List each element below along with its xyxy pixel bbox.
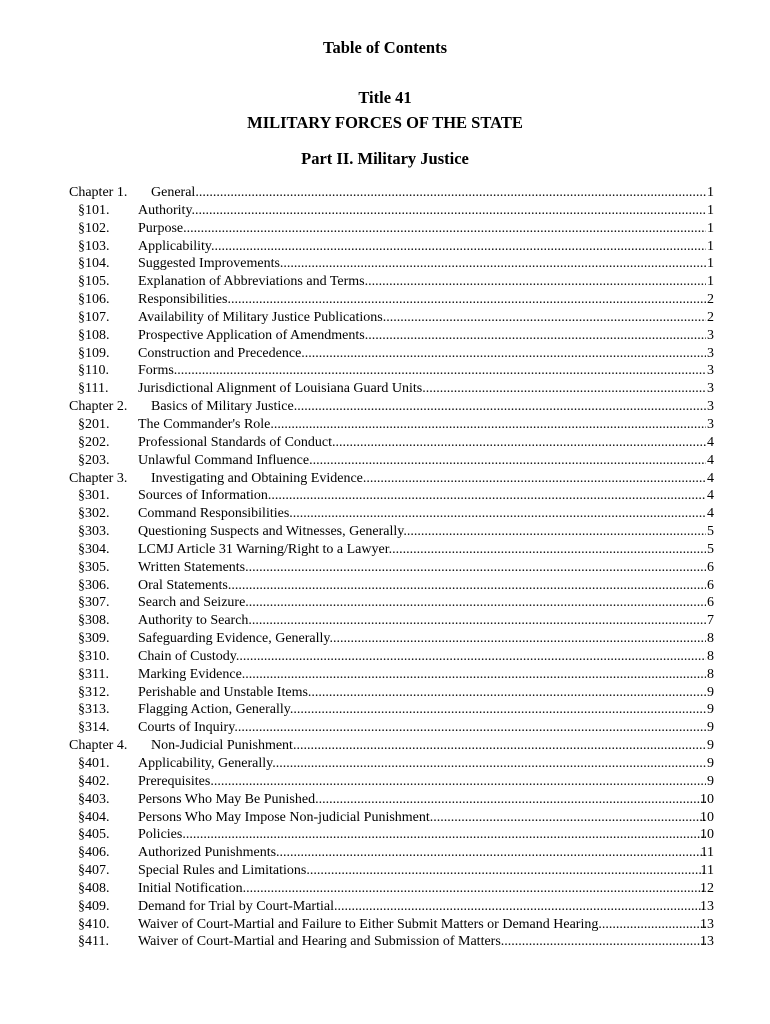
entry-page-number: 6 <box>707 577 714 593</box>
entry-title: Construction and Precedence ..... <box>138 345 706 363</box>
toc-section-entry[interactable] <box>0 916 770 934</box>
toc-section-entry[interactable] <box>0 630 770 648</box>
entry-number: §312. <box>78 684 110 700</box>
entry-page-number: 9 <box>707 702 714 718</box>
toc-section-entry[interactable] <box>0 255 770 273</box>
entry-title: Courts of Inquiry ..... <box>138 719 706 737</box>
entry-number: §107. <box>78 309 110 325</box>
toc-section-entry[interactable] <box>0 238 770 256</box>
entry-number: §408. <box>78 880 110 896</box>
entry-page-number: 11 <box>700 845 714 861</box>
entry-title: The Commander's Role ..... <box>138 416 706 434</box>
entry-page-number: 1 <box>707 274 714 290</box>
entry-title: Authorized Punishments ..... <box>138 844 706 862</box>
entry-page-number: 10 <box>700 809 714 825</box>
entry-page-number: 1 <box>707 220 714 236</box>
entry-number: §303. <box>78 524 110 540</box>
entry-page-number: 4 <box>707 488 714 504</box>
entry-number: Chapter 3. <box>69 470 128 486</box>
entry-page-number: 3 <box>707 345 714 361</box>
toc-section-entry[interactable] <box>0 452 770 470</box>
entry-page-number: 8 <box>707 631 714 647</box>
title-number: Title 41 <box>358 88 412 107</box>
entry-page-number: 11 <box>700 863 714 879</box>
entry-title: LCMJ Article 31 Warning/Right to a Lawyer ..... <box>138 541 706 559</box>
table-of-contents <box>0 184 770 951</box>
entry-number: §106. <box>78 292 110 308</box>
entry-title: Availability of Military Justice Publications ..... <box>138 309 706 327</box>
entry-page-number: 2 <box>707 292 714 308</box>
entry-number: §308. <box>78 613 110 629</box>
toc-section-entry[interactable] <box>0 577 770 595</box>
toc-section-entry[interactable] <box>0 862 770 880</box>
entry-page-number: 1 <box>707 185 714 200</box>
entry-title: Safeguarding Evidence, Generally ..... <box>138 630 706 648</box>
entry-number: §104. <box>78 256 110 272</box>
toc-section-entry[interactable] <box>0 773 770 791</box>
entry-number: §404. <box>78 809 110 825</box>
entry-number: §306. <box>78 577 110 593</box>
entry-number: §102. <box>78 220 110 236</box>
entry-number: §411. <box>78 934 109 950</box>
entry-page-number: 4 <box>707 506 714 522</box>
toc-section-entry[interactable] <box>0 898 770 916</box>
toc-section-entry[interactable] <box>0 701 770 719</box>
entry-title: Policies ..... <box>138 826 706 844</box>
entry-page-number: 6 <box>707 595 714 611</box>
entry-page-number: 3 <box>707 327 714 343</box>
entry-number: §101. <box>78 202 110 218</box>
entry-number: §307. <box>78 595 110 611</box>
entry-title: Suggested Improvements ..... <box>138 255 706 273</box>
entry-title: Applicability ..... <box>138 238 706 256</box>
entry-page-number: 3 <box>707 381 714 397</box>
entry-title: Sources of Information ..... <box>138 487 706 505</box>
entry-number: §302. <box>78 506 110 522</box>
toc-section-entry[interactable] <box>0 202 770 220</box>
entry-number: §109. <box>78 345 110 361</box>
entry-title: Special Rules and Limitations ..... <box>138 862 706 880</box>
toc-section-entry[interactable] <box>0 380 770 398</box>
entry-number: §310. <box>78 648 110 664</box>
entry-title: Oral Statements ..... <box>138 577 706 595</box>
toc-section-entry[interactable] <box>0 327 770 345</box>
toc-heading: Table of Contents <box>322 38 448 57</box>
entry-title: Authority ..... <box>138 202 706 220</box>
entry-number: §401. <box>78 756 110 771</box>
toc-section-entry[interactable] <box>0 487 770 505</box>
entry-page-number: 4 <box>707 434 714 450</box>
entry-title: Marking Evidence ..... <box>138 666 706 684</box>
entry-page-number: 9 <box>707 738 714 754</box>
entry-number: §402. <box>78 773 110 789</box>
title-name: MILITARY FORCES OF THE STATE <box>247 113 523 132</box>
entry-title: Prospective Application of Amendments ..... <box>138 327 706 345</box>
toc-section-entry[interactable] <box>0 559 770 577</box>
entry-title: Initial Notification ..... <box>138 880 706 898</box>
entry-title: Waiver of Court-Martial and Failure to Either Submit Matters or Demand Hearing ..... <box>138 916 706 934</box>
toc-section-entry[interactable] <box>0 719 770 737</box>
toc-section-entry[interactable] <box>0 523 770 541</box>
entry-page-number: 10 <box>700 827 714 843</box>
toc-section-entry[interactable] <box>0 648 770 666</box>
entry-page-number: 6 <box>707 559 714 575</box>
entry-title: Basics of Military Justice ..... <box>151 398 706 416</box>
entry-title: Persons Who May Impose Non-judicial Punishment ..... <box>138 809 706 827</box>
toc-section-entry[interactable] <box>0 612 770 630</box>
toc-section-entry[interactable] <box>0 416 770 434</box>
toc-section-entry[interactable] <box>0 933 770 951</box>
entry-page-number: 2 <box>707 309 714 325</box>
entry-number: §314. <box>78 720 110 736</box>
entry-title: Command Responsibilities ..... <box>138 505 706 523</box>
entry-page-number: 7 <box>707 613 714 629</box>
entry-number: §309. <box>78 631 110 647</box>
entry-page-number: 1 <box>707 238 714 254</box>
toc-section-entry[interactable] <box>0 220 770 238</box>
entry-title: Jurisdictional Alignment of Louisiana Guard Units ..... <box>138 380 706 398</box>
entry-page-number: 5 <box>707 524 714 540</box>
entry-number: §103. <box>78 238 110 254</box>
toc-chapter-entry[interactable] <box>0 184 770 202</box>
entry-title: Demand for Trial by Court-Martial ..... <box>138 898 706 916</box>
entry-page-number: 12 <box>700 880 714 896</box>
entry-title: Chain of Custody ..... <box>138 648 706 666</box>
toc-section-entry[interactable] <box>0 291 770 309</box>
entry-number: §111. <box>78 381 109 397</box>
entry-number: §203. <box>78 452 110 468</box>
toc-section-entry[interactable] <box>0 791 770 809</box>
entry-number: Chapter 4. <box>69 738 128 754</box>
toc-section-entry[interactable] <box>0 362 770 380</box>
entry-page-number: 1 <box>707 256 714 272</box>
entry-title: Professional Standards of Conduct ..... <box>138 434 706 452</box>
entry-number: §301. <box>78 488 110 504</box>
toc-section-entry[interactable] <box>0 684 770 702</box>
entry-number: §409. <box>78 898 110 914</box>
entry-number: §405. <box>78 827 110 843</box>
entry-page-number: 3 <box>707 363 714 379</box>
toc-section-entry[interactable] <box>0 434 770 452</box>
entry-title: Persons Who May Be Punished ..... <box>138 791 706 809</box>
entry-title: Prerequisites ..... <box>138 773 706 791</box>
entry-page-number: 3 <box>707 399 714 415</box>
entry-page-number: 13 <box>700 898 714 914</box>
entry-title: Applicability, Generally ..... <box>138 755 706 773</box>
entry-title: Questioning Suspects and Witnesses, Generally ..... <box>138 523 706 541</box>
entry-page-number: 9 <box>707 684 714 700</box>
toc-section-entry[interactable] <box>0 594 770 612</box>
entry-title: Investigating and Obtaining Evidence ..... <box>151 470 706 488</box>
entry-page-number: 8 <box>707 666 714 682</box>
entry-title: Search and Seizure ..... <box>138 594 706 612</box>
toc-section-entry[interactable] <box>0 809 770 827</box>
entry-title: Flagging Action, Generally ..... <box>138 701 706 719</box>
entry-page-number: 8 <box>707 648 714 664</box>
entry-page-number: 10 <box>700 791 714 807</box>
toc-chapter-entry[interactable] <box>0 737 770 755</box>
entry-title: Responsibilities ..... <box>138 291 706 309</box>
toc-section-entry[interactable] <box>0 309 770 327</box>
entry-number: Chapter 2. <box>69 399 128 415</box>
toc-chapter-entry[interactable] <box>0 398 770 416</box>
entry-number: §311. <box>78 666 109 682</box>
entry-page-number: 3 <box>707 416 714 432</box>
entry-number: §410. <box>78 916 110 932</box>
entry-page-number: 4 <box>707 452 714 468</box>
entry-number: §304. <box>78 541 110 557</box>
entry-page-number: 9 <box>707 756 714 771</box>
entry-number: §313. <box>78 702 110 718</box>
entry-number: §110. <box>78 363 109 379</box>
entry-number: §305. <box>78 559 110 575</box>
entry-page-number: 13 <box>700 916 714 932</box>
entry-page-number: 4 <box>707 470 714 486</box>
entry-title: Authority to Search ..... <box>138 612 706 630</box>
entry-page-number: 5 <box>707 541 714 557</box>
entry-number: Chapter 1. <box>69 185 128 200</box>
entry-number: §201. <box>78 416 110 432</box>
entry-number: §108. <box>78 327 110 343</box>
toc-chapter-entry[interactable] <box>0 470 770 488</box>
toc-section-entry[interactable] <box>0 505 770 523</box>
entry-page-number: 13 <box>700 934 714 950</box>
entry-page-number: 9 <box>707 773 714 789</box>
entry-title: Unlawful Command Influence ..... <box>138 452 706 470</box>
entry-page-number: 9 <box>707 720 714 736</box>
entry-number: §105. <box>78 274 110 290</box>
entry-title: General ..... <box>151 184 706 202</box>
toc-section-entry[interactable] <box>0 880 770 898</box>
entry-title: Purpose ..... <box>138 220 706 238</box>
toc-section-entry[interactable] <box>0 273 770 291</box>
toc-section-entry[interactable] <box>0 844 770 862</box>
entry-title: Written Statements ..... <box>138 559 706 577</box>
toc-section-entry[interactable] <box>0 345 770 363</box>
entry-title: Waiver of Court-Martial and Hearing and Submission of Matters ..... <box>138 933 706 951</box>
entry-number: §407. <box>78 863 110 879</box>
toc-section-entry[interactable] <box>0 666 770 684</box>
toc-section-entry[interactable] <box>0 826 770 844</box>
part-heading: Part II. Military Justice <box>301 149 469 168</box>
entry-title: Perishable and Unstable Items ..... <box>138 684 706 702</box>
entry-title: Non-Judicial Punishment ..... <box>151 737 706 755</box>
entry-title: Explanation of Abbreviations and Terms ..... <box>138 273 706 291</box>
entry-title: Forms ..... <box>138 362 706 380</box>
entry-number: §406. <box>78 845 110 861</box>
toc-section-entry[interactable] <box>0 541 770 559</box>
entry-number: §202. <box>78 434 110 450</box>
entry-number: §403. <box>78 791 110 807</box>
entry-page-number: 1 <box>707 202 714 218</box>
toc-section-entry[interactable] <box>0 755 770 773</box>
